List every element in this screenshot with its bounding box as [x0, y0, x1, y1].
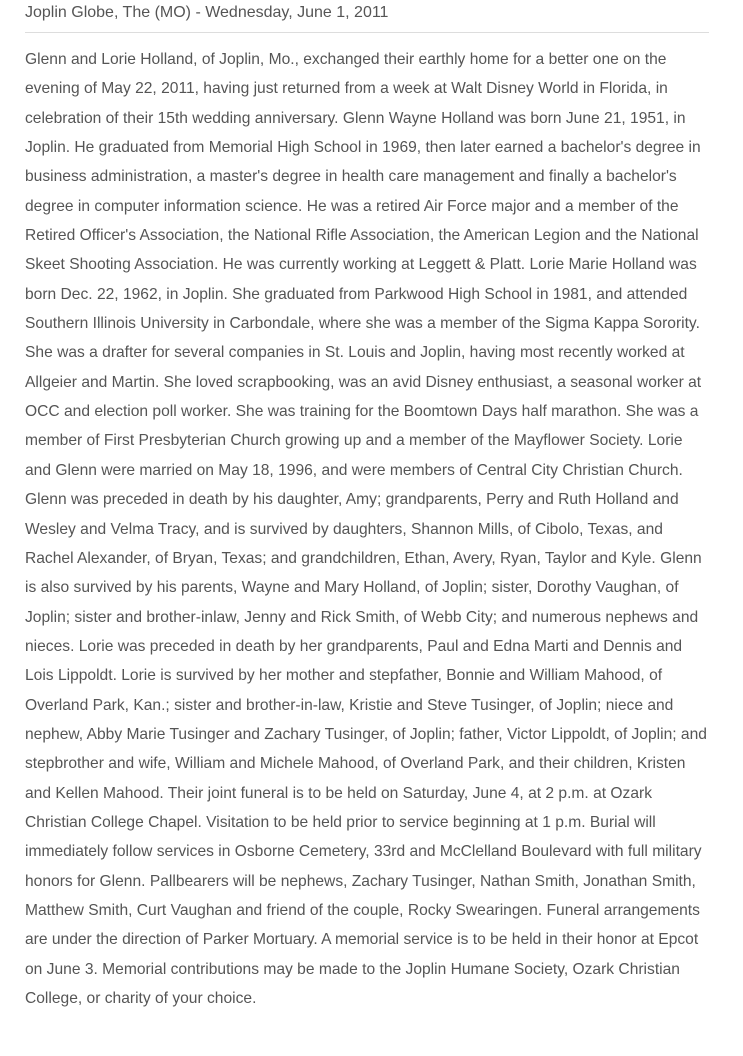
header-divider — [25, 32, 709, 33]
article-container — [25, 0, 709, 1013]
source-line: Joplin Globe, The (MO) - Wednesday, June 1, 2011 — [25, 4, 389, 21]
obituary-body: Glenn and Lorie Holland, of Joplin, Mo., exchanged their earthly home for a better one on the evening of May 22, 2011, having just returned from a week at Walt Disney World in Florida, in celebration of their 15th wedding anniversary. Glenn Wayne Holland was born June 21, 1951, in Joplin. He graduated from Memorial High School in 1969, then later earned a bachelor's degree in business administration, a master's degree in health care management and finally a bachelor's degree in computer information science. He was a retired Air Force major and a member of the Retired Officer's Association, the National Rifle Association, the American Legion and the National Skeet Shooting Association. He was currently working at Leggett & Platt. Lorie Marie Holland was born Dec. 22, 1962, in Joplin. She graduated from Parkwood High School in 1981, and attended Southern Illinois University in Carbondale, where she was a member of the Sigma Kappa Sorority. She was a drafter for several companies in St. Louis and Joplin, having most recently worked at Allgeier and Martin. She loved scrapbooking, was an avid Disney enthusiast, a seasonal worker at OCC and election poll worker. She was training for the Boomtown Days half marathon. She was a member of First Presbyterian Church growing up and a member of the Mayflower Society. Lorie and Glenn were married on May 18, 1996, and were members of Central City Christian Church. Glenn was preceded in death by his daughter, Amy; grandparents, Perry and Ruth Holland and Wesley and Velma Tracy, and is survived by daughters, Shannon Mills, of Cibolo, Texas, and Rachel Alexander, of Bryan, Texas; and grandchildren, Ethan, Avery, Ryan, Taylor and Kyle. Glenn is also survived by his parents, Wayne and Mary Holland, of Joplin; sister, Dorothy Vaughan, of Joplin; sister and brother-inlaw, Jenny and Rick Smith, of Webb City; and numerous nephews and nieces. Lorie was preceded in death by her grandparents, Paul and Edna Marti and Dennis and Lois Lippoldt. Lorie is survived by her mother and stepfather, Bonnie and William Mahood, of Overland Park, Kan.; sister and brother-in-law, Kristie and Steve Tusinger, of Joplin; niece and nephew, Abby Marie Tusinger and Zachary Tusinger, of Joplin; father, Victor Lippoldt, of Joplin; and stepbrother and wife, William and Michele Mahood, of Overland Park, and their children, Kristen and Kellen Mahood. Their joint funeral is to be held on Saturday, June 4, at 2 p.m. at Ozark Christian College Chapel. Visitation to be held prior to service beginning at 1 p.m. Burial will immediately follow services in Osborne Cemetery, 33rd and McClelland Boulevard with full military honors for Glenn. Pallbearers will be nephews, Zachary Tusinger, Nathan Smith, Jonathan Smith, Matthew Smith, Curt Vaughan and friend of the couple, Rocky Swearingen. Funeral arrangements are under the direction of Parker Mortuary. A memorial service is to be held in their honor at Epcot on June 3. Memorial contributions may be made to the Joplin Humane Society, Ozark Christian College, or charity of your choice. — [25, 51, 707, 1007]
